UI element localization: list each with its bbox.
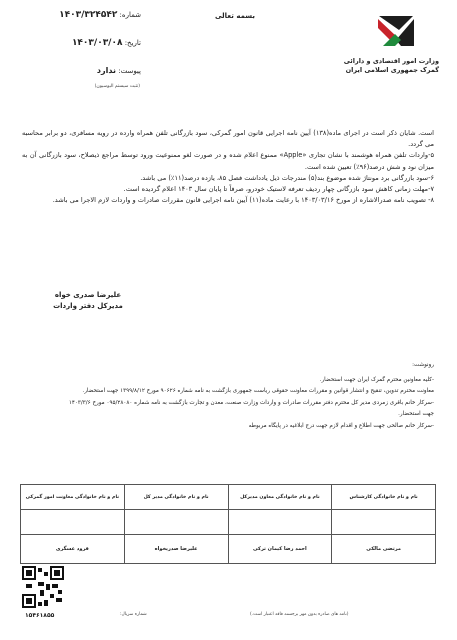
qr-code-icon (22, 566, 64, 608)
signature-block (48, 290, 128, 312)
document-serial-number: ۱۵۴۶۱۸۵۵ (25, 612, 55, 619)
cc-line: جهت استحضار. (398, 411, 434, 417)
cc-line: معاونت محترم تدوین، تنقیح و انتشار قوانین و مقررات معاونت حقوقی ریاست جمهوری بازگشت به نامه شماره ۹۰۶۲۶ مورخ ۱۳۹۹/۸/۱۲ جهت استحضار. (82, 388, 434, 394)
header-small-note: (تثبت سیستم الیوسیون) (94, 84, 140, 89)
customs-logo-icon (375, 10, 417, 52)
table-header-cell: نام و نام خانوادگی کارشناس (332, 485, 436, 510)
cc-title: رونوشت: (412, 362, 434, 368)
signature-cell (332, 510, 436, 535)
letter-date-value: ۱۴۰۳/۰۳/۰۸ (71, 38, 123, 48)
cc-line: -سرکار خانم صالحی جهت اطلاع و اقدام لازم جهت درج ابلاغیه در پایگاه مربوطه (248, 422, 434, 429)
signature-cell (228, 510, 332, 535)
letter-number-value: ۱۴۰۳/۳۲۴۵۴۲ (59, 10, 118, 20)
table-header-cell: نام و نام خانوادگی مدیر کل (124, 485, 228, 510)
signature-cell (124, 510, 228, 535)
body-paragraph-2: ۵-واردات تلفن همراه هوشمند با نشان تجاری «Apple» ممنوع اعلام شده و در صورت لغو ممنوعیت ورود توسط مراجع ذیصلاح، سود بازرگانی آن به میزان نود و شش درصد(۹۶٪) تعیین شده است. (22, 151, 434, 171)
cc-line: -کلیه معاونین محترم گمرک ایران جهت استحضار. (319, 376, 434, 383)
body-paragraph-5: ۸- تصویب نامه صدرالاشاره از مورخ ۱۴۰۳/۰۳/۱۶ با رعایت ماده(۱۱) آیین نامه اجرایی قانون مقررات صادرات و واردات لازم الاجرا می باشد. (52, 196, 434, 205)
bismillah-heading: بسمه تعالی (214, 12, 256, 20)
table-signature-row (21, 510, 436, 535)
table-name-cell: احمد رضا کیمان ترکی (228, 535, 332, 564)
table-header-row (21, 485, 436, 510)
approval-table (20, 484, 436, 564)
table-name-cell: علیرضا صدریخواه (124, 535, 228, 564)
cc-recipients (22, 360, 434, 432)
table-header-cell: نام و نام خانوادگی معاونت امور گمرکی (21, 485, 125, 510)
attachment-row (6, 66, 141, 75)
table-name-cell: مرتضی مالکی (332, 535, 436, 564)
signature-cell (21, 510, 125, 535)
footer-label: شماره سریال: (120, 612, 147, 617)
footer-validity-note: (نامه های صادره بدون مهر برجسته فاقد اعتبار است.) (250, 612, 349, 617)
attachment-value: ندارد (96, 66, 116, 75)
body-paragraph-3: ۶-سود بازرگانی برد مونتاژ شده موضوع بند(۵) مندرجات ذیل یادداشت فصل ۸۵، یازده درصد(۱۱٪) می باشد. (140, 173, 434, 182)
letter-body (22, 128, 434, 206)
letter-date-row (6, 38, 141, 48)
letter-number-row (6, 10, 141, 20)
ministry-line-2: گمرک جمهوری اسلامی ایران (345, 66, 439, 74)
table-header-cell: نام و نام خانوادگی معاون مدیرکل (228, 485, 332, 510)
signer-name: علیرضا صدری خواه (54, 291, 122, 299)
body-paragraph-1: است. شایان ذکر است در اجرای ماده(۱۳۸) آیین نامه اجرایی قانون امور گمرکی، سود بازرگانی تلفن همراه وارده در رویه مسافری، دو برابر محاسبه می گردد. (22, 129, 434, 149)
ministry-line-1: وزارت امور اقتصادی و دارائی (343, 57, 439, 65)
attachment-label: پیوست: (118, 67, 141, 75)
table-name-cell: فرود عسگری (21, 535, 125, 564)
ministry-title (289, 57, 439, 75)
letter-date-label: تاریخ: (124, 39, 141, 47)
cc-line: -سرکار خانم باقری زمردی مدیر کل محترم دفتر مقررات صادرات و واردات وزارت صنعت، معدن و تجارت بازگشت به نامه شماره ۰۹۵/۲۸۰۸۰ مورخ ۱۴۰۳/۳/۶ (68, 399, 434, 406)
body-paragraph-4: ۷-مهلت زمانی کاهش سود بازرگانی چهار ردیف تعرفه لاستیک خودرو، صرفاً تا پایان سال ۱۴۰۳ اعلام گردیده است. (123, 185, 434, 194)
letter-number-label: شماره: (119, 11, 141, 19)
table-name-row (21, 535, 436, 564)
signer-title: مدیرکل دفتر واردات (53, 302, 123, 310)
